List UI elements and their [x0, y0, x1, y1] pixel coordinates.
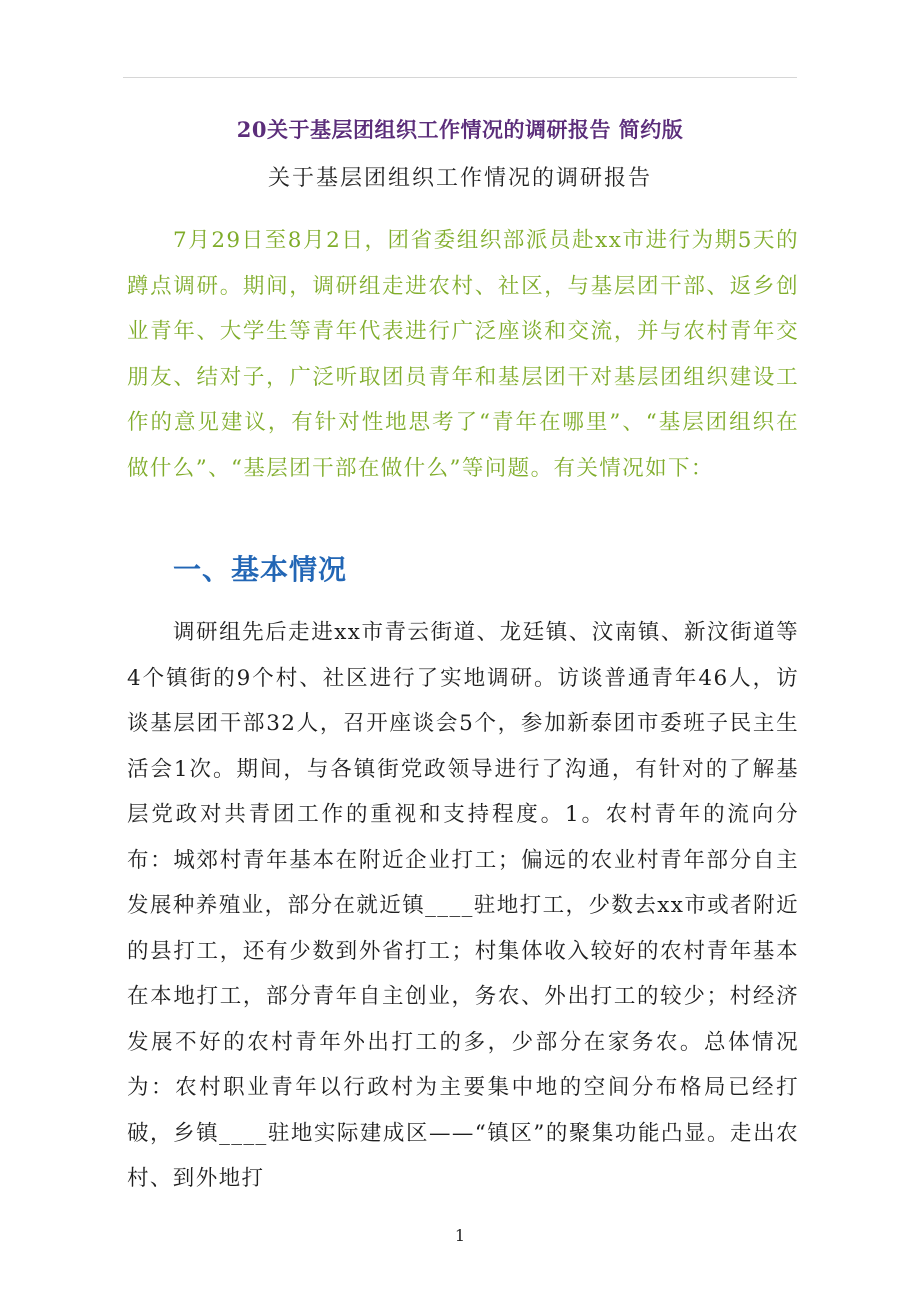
page-number: 1 [454, 1226, 466, 1245]
intro-paragraph: 7月29日至8月2日，团省委组织部派员赴xx市进行为期5天的蹲点调研。期间，调研组走进农村、社区，与基层团干部、返乡创业青年、大学生等青年代表进行广泛座谈和交流，并与农村青年交朋友、结对子，广泛听取团员青年和基层团干对基层团组织建设工作的意见建议，有针对性地思考了“青年在哪里”、“基层团组织在做什么”、“基层团干部在做什么”等问题。有关情况如下： [127, 228, 799, 481]
header-divider [123, 77, 797, 78]
section-heading-basic-situation: 一、基本情况 [173, 553, 348, 586]
document-title: 20关于基层团组织工作情况的调研报告 简约版 [236, 117, 684, 142]
basic-situation-paragraph: 调研组先后走进xx市青云街道、龙廷镇、汶南镇、新汶街道等4个镇街的9个村、社区进行了实地调研。访谈普通青年46人，访谈基层团干部32人，召开座谈会5个，参加新泰团市委班子民主生活会1次。期间，与各镇街党政领导进行了沟通，有针对的了解基层党政对共青团工作的重视和支持程度。1。农村青年的流向分布：城郊村青年基本在附近企业打工；偏远的农业村青年部分自主发展种养殖业，部分在就近镇____驻地打工，少数去xx市或者附近的县打工，还有少数到外省打工；村集体收入较好的农村青年基本在本地打工，部分青年自主创业，务农、外出打工的较少；村经济发展不好的农村青年外出打工的多，少部分在家务农。总体情况为：农村职业青年以行政村为主要集中地的空间分布格局已经打破，乡镇____驻地实际建成区——“镇区”的聚集功能凸显。走出农村、到外地打 [127, 620, 799, 1191]
document-subtitle: 关于基层团组织工作情况的调研报告 [267, 166, 652, 191]
